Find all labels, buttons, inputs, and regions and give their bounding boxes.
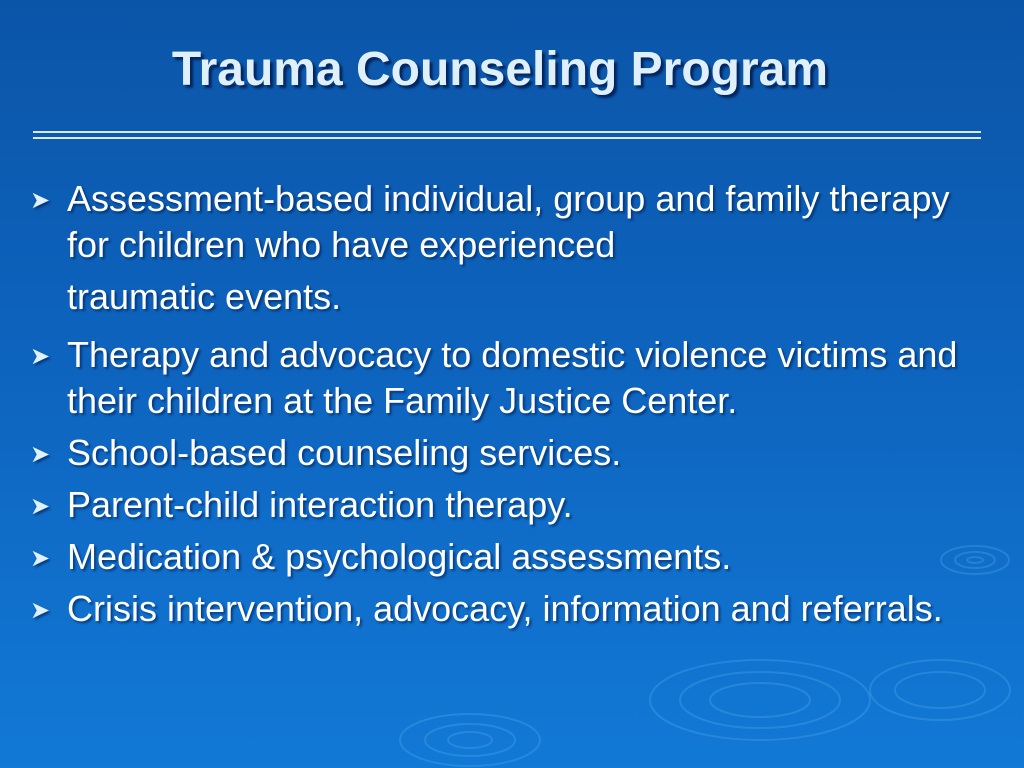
bullet-text: Therapy and advocacy to domestic violence victims and their children at the Family Justice Center.: [67, 334, 958, 421]
bullet-item-assessment-therapy: [30, 176, 1000, 326]
bullet-text: Crisis intervention, advocacy, information and referrals.: [67, 588, 943, 629]
bullet-text: Parent-child interaction therapy.: [67, 484, 573, 525]
bullet-text: Assessment-based individual, group and family therapy for children who have experienced: [67, 178, 950, 265]
title-divider-line-top: [33, 131, 981, 133]
bullet-text: Medication & psychological assessments.: [67, 536, 732, 577]
bullet-text-continuation: traumatic events.: [67, 276, 342, 317]
slide-title: Trauma Counseling Program: [171, 43, 829, 96]
chevron-arrow-bullet-icon: ➤: [30, 187, 51, 214]
bullet-item-domestic-violence: [30, 332, 1000, 424]
bullet-item-medication: [30, 534, 1000, 580]
chevron-arrow-bullet-icon: ➤: [30, 441, 51, 468]
chevron-arrow-bullet-icon: ➤: [30, 597, 51, 624]
title-divider-line-bottom: [33, 137, 981, 139]
chevron-arrow-bullet-icon: ➤: [30, 493, 51, 520]
bullet-list: [30, 176, 1000, 638]
chevron-arrow-bullet-icon: ➤: [30, 545, 51, 572]
bullet-item-crisis-intervention: [30, 586, 1000, 632]
bullet-item-parent-child: [30, 482, 1000, 528]
bullet-item-school-counseling: [30, 430, 1000, 476]
bullet-text: School-based counseling services.: [67, 432, 622, 473]
chevron-arrow-bullet-icon: ➤: [30, 343, 51, 370]
